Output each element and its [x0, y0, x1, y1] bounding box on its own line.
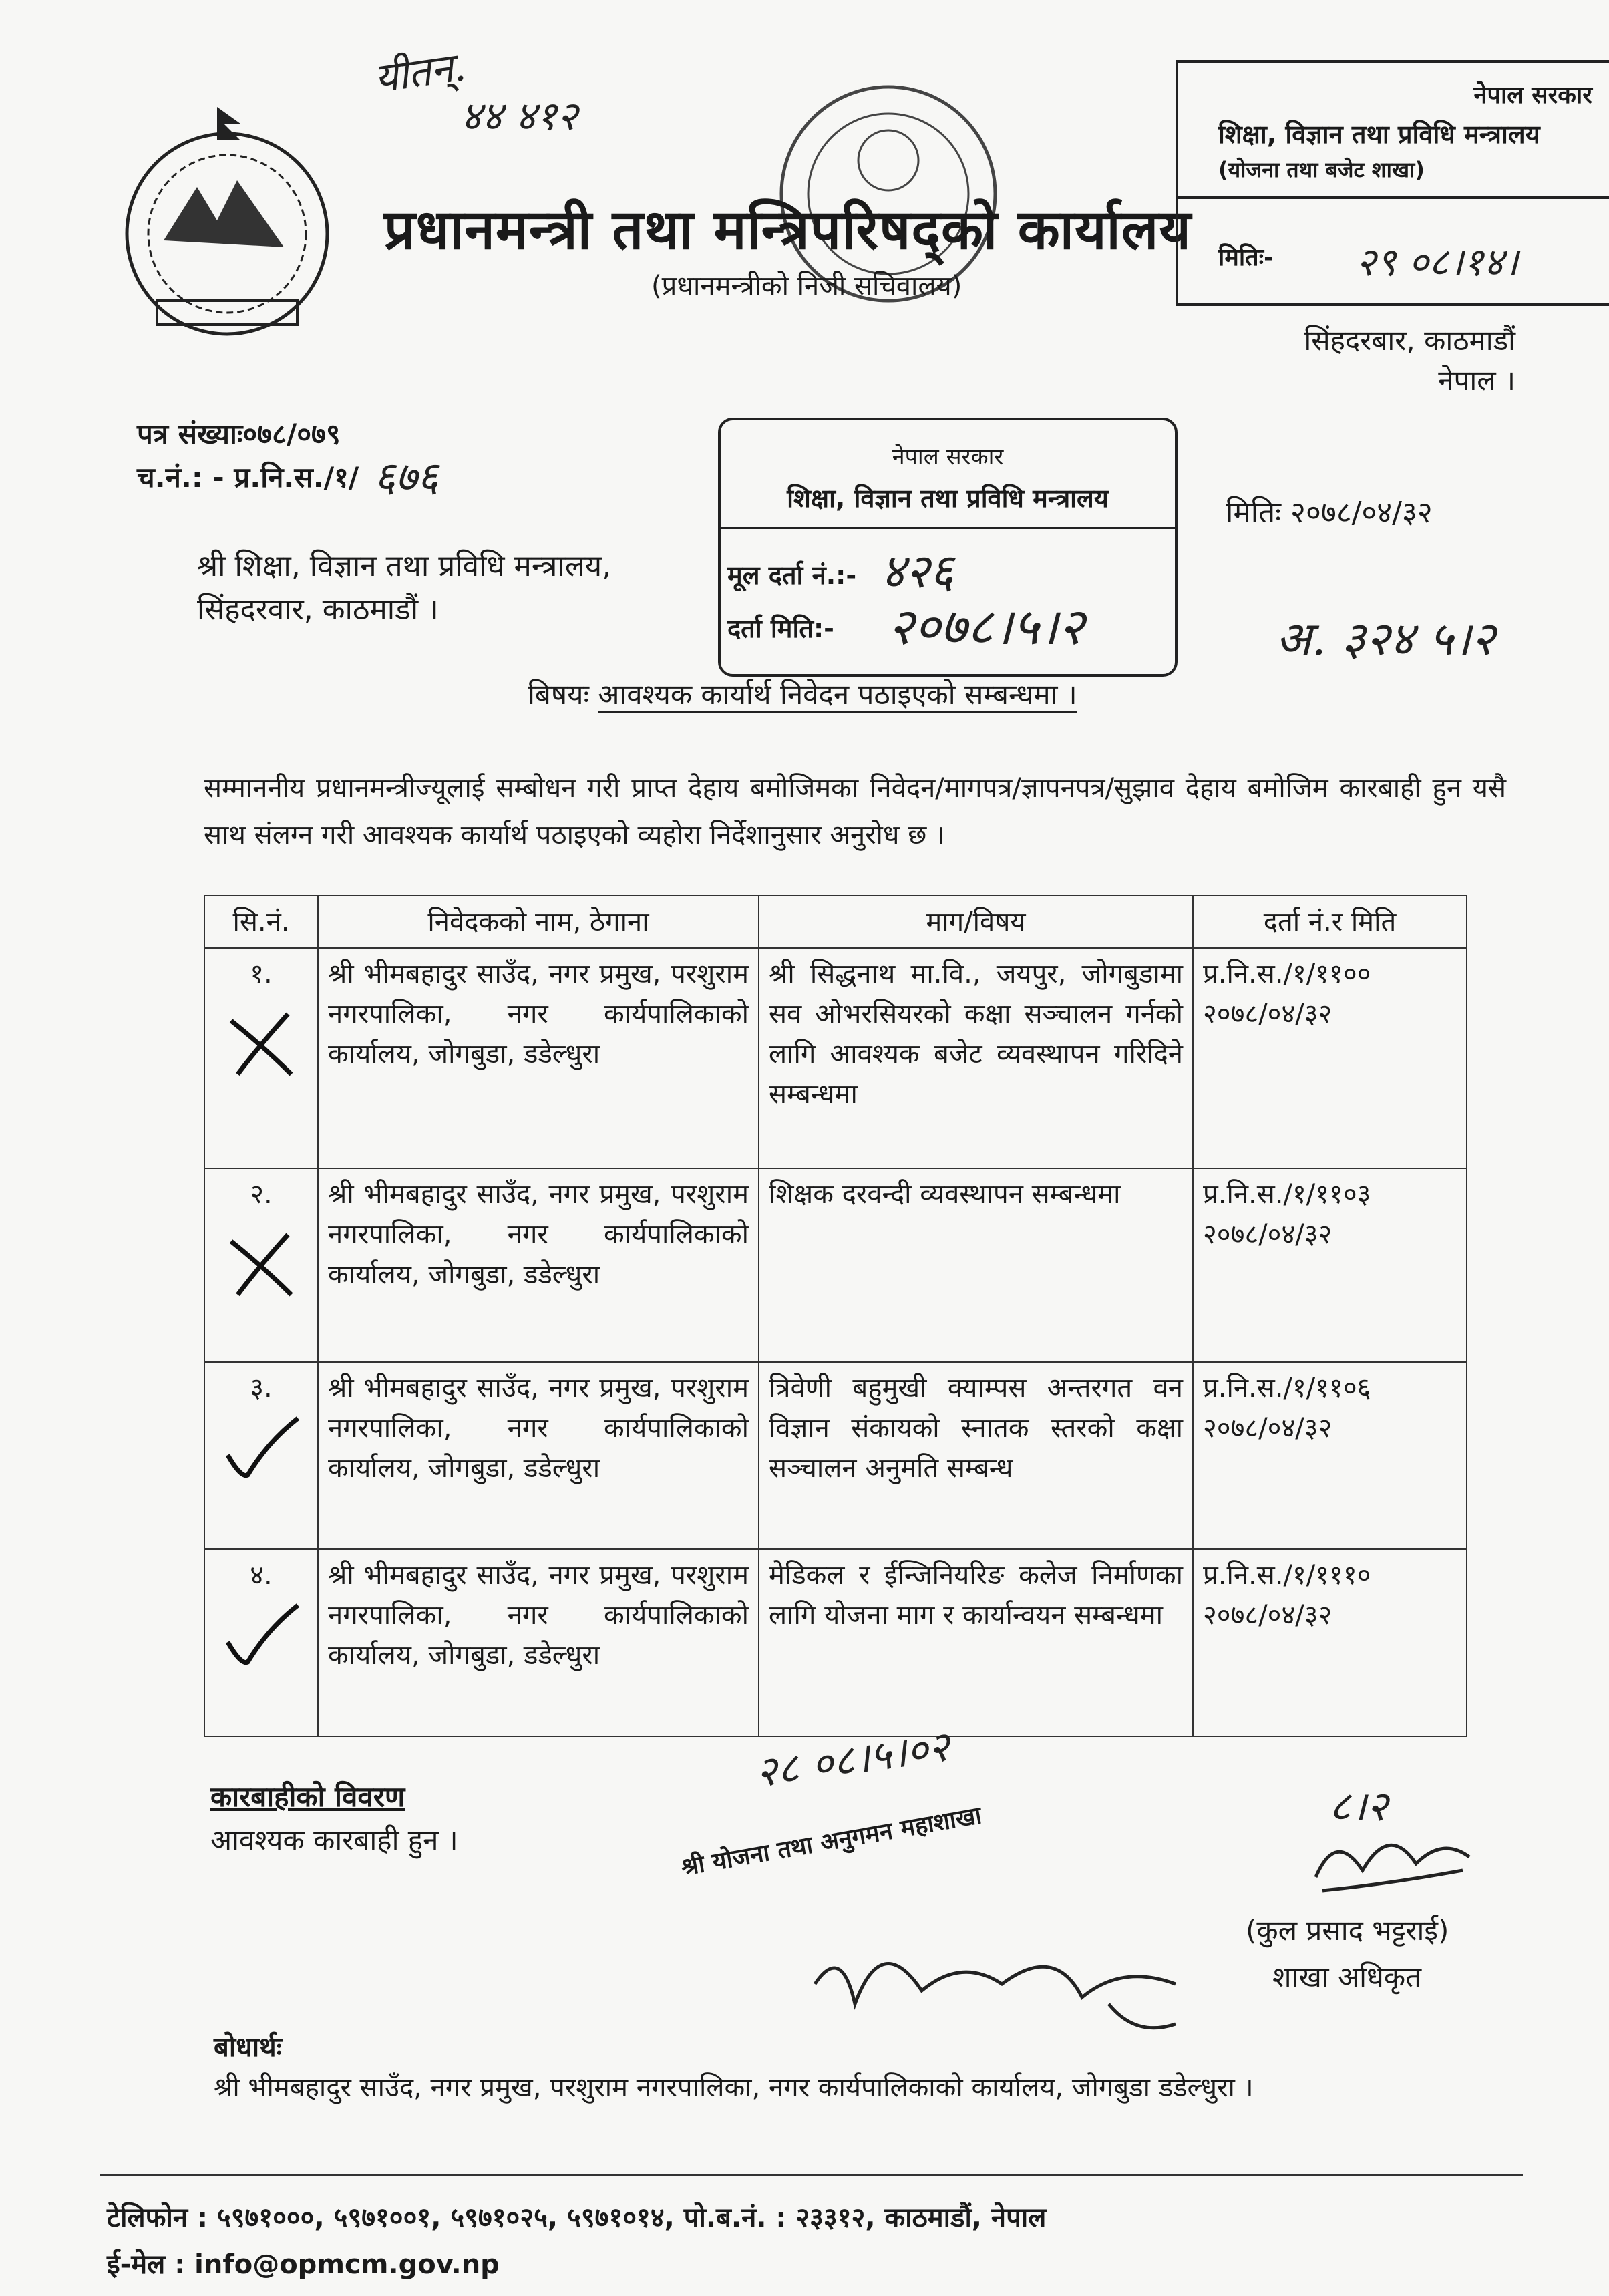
applicant-cell: श्री भीमबहादुर साउँद, नगर प्रमुख, परशुराम नगरपालिका, नगर कार्यपालिकाको कार्यालय, जोगबुडा, डडेल्धुरा [318, 1168, 759, 1362]
serial-number: २. [204, 1168, 318, 1362]
column-header: निवेदकको नाम, ठेगाना [318, 896, 759, 948]
reg-number: प्र.नि.स./१/११०३ [1203, 1179, 1371, 1210]
table-row [204, 948, 1467, 1168]
handwritten-reg-date: २०७८।५।२ [888, 597, 1085, 656]
serial-number: ३. [204, 1362, 318, 1549]
handwritten-note: ४४ ४१२ [461, 93, 578, 140]
check-mark-icon [221, 1415, 301, 1482]
office-subtitle: (प्रधानमन्त्रीको निजी सचिवालय) [651, 271, 962, 301]
handwritten-dispatch-number: ६७६ [374, 452, 439, 501]
applicant-cell: श्री भीमबहादुर साउँद, नगर प्रमुख, परशुराम नगरपालिका, नगर कार्यपालिकाको कार्यालय, जोगबुडा, डडेल्धुरा [318, 1549, 759, 1736]
footer-phone: टेलिफोन : ५९७१०००, ५९७१००१, ५९७१०२५, ५९७१०१४, पो.ब.नं. : २३३१२, काठमाडौं, नेपाल [107, 2202, 1047, 2233]
nepal-emblem-icon [117, 107, 337, 347]
reg-number: प्र.नि.स./१/११०६ [1203, 1373, 1371, 1404]
subject-label: बिषयः [528, 678, 589, 711]
handwritten-note: २९ ०८।१४। [1356, 239, 1519, 285]
stamp-line: नेपाल सरकार [892, 444, 1004, 470]
applicant-cell: श्री भीमबहादुर साउँद, नगर प्रमुख, परशुराम नगरपालिका, नगर कार्यपालिकाको कार्यालय, जोगबुडा, डडेल्धुरा [318, 1362, 759, 1549]
remarks-heading: कारबाहीको विवरण [210, 1780, 405, 1813]
table-row [204, 1549, 1467, 1736]
stamp-reg-label: मूल दर्ता नं.:- [727, 560, 857, 590]
registration-cell [1193, 1362, 1467, 1549]
reg-date: २०७८/०४/३२ [1203, 1413, 1332, 1444]
cross-mark-icon [224, 1228, 298, 1301]
stamp-line: (योजना तथा बजेट शाखा) [1218, 157, 1425, 182]
divider [721, 527, 1175, 529]
check-mark-icon [221, 1602, 301, 1669]
letter-body: सम्माननीय प्रधानमन्त्रीज्यूलाई सम्बोधन गरी प्राप्त देहाय बमोजिमका निवेदन/मागपत्र/ज्ञापनपत्र/सुझाव देहाय बमोजिम कारबाही हुन यसै साथ संलग्न गरी आवश्यक कार्यार्थ पठाइएको व्यहोरा निर्देशानुसार अनुरोध छ । [204, 773, 1506, 850]
column-header: दर्ता नं.र मिति [1193, 896, 1467, 948]
recipient-line: श्री शिक्षा, विज्ञान तथा प्रविधि मन्त्रालय, [197, 549, 612, 583]
handwritten-note: २८ ०८।५।०२ [752, 1721, 953, 1797]
subject-cell: श्री सिद्धनाथ मा.वि., जयपुर, जोगबुडामा सव ओभरसियरको कक्षा सञ्चालन गर्नको लागि आवश्यक बजेट व्यवस्थापन गरिदिने सम्बन्धमा [759, 948, 1193, 1168]
footer-email: ई-मेल : info@opmcm.gov.np [107, 2249, 500, 2280]
office-title: प्रधानमन्त्री तथा मन्त्रिपरिषद्को कार्यालय [384, 198, 1192, 262]
stamp-line: शिक्षा, विज्ञान तथा प्रविधि मन्त्रालय [787, 484, 1109, 513]
signatory-title: शाखा अधिकृत [1272, 1961, 1422, 1993]
remarks-body: आवश्यक कारबाही हुन । [210, 1824, 458, 1856]
handwritten-note: ८।२ [1329, 1782, 1388, 1830]
cc-body: श्री भीमबहादुर साउँद, नगर प्रमुख, परशुराम नगरपालिका, नगर कार्यपालिकाको कार्यालय, जोगबुडा डडेल्धुरा । [214, 2072, 1254, 2103]
letter-number: पत्र संख्याः०७८/०७९ [137, 418, 341, 450]
subject-cell: मेडिकल र ईन्जिनियरिङ कलेज निर्माणका लागि योजना माग र कार्यान्वयन सम्बन्धमा [759, 1549, 1193, 1736]
subject-cell: त्रिवेणी बहुमुखी क्याम्पस अन्तरगत वन विज्ञान संकायको स्नातक स्तरको कक्षा सञ्चालन अनुमति सम्बन्ध [759, 1362, 1193, 1549]
column-header: सि.नं. [204, 896, 318, 948]
subject-cell: शिक्षक दरवन्दी व्यवस्थापन सम्बन्धमा [759, 1168, 1193, 1362]
dispatch-number-label: च.नं.: - प्र.नि.स./१/ [137, 461, 359, 494]
recipient-line: सिंहदरवार, काठमाडौं । [197, 593, 439, 627]
office-location: सिंहदरबार, काठमाडौं [1304, 324, 1515, 357]
registration-cell [1193, 1549, 1467, 1736]
letter-date: मितिः २०७८/०४/३२ [1226, 496, 1433, 530]
petition-table [204, 895, 1467, 1737]
handwritten-signature [801, 1904, 1269, 2058]
reg-number: प्र.नि.स./१/१११० [1203, 1560, 1371, 1591]
reg-date: २०७८/०४/३२ [1203, 999, 1332, 1029]
reg-date: २०७८/०४/३२ [1203, 1600, 1332, 1631]
registration-cell [1193, 1168, 1467, 1362]
handwritten-note: अ. ३२४ ५।२ [1276, 611, 1495, 666]
handwritten-reg-number: ४२६ [881, 544, 954, 599]
table-row [204, 1362, 1467, 1549]
divider [1178, 196, 1609, 199]
column-header: माग/विषय [759, 896, 1193, 948]
cross-mark-icon [224, 1007, 298, 1081]
subject-line [528, 675, 1077, 713]
applicant-cell: श्री भीमबहादुर साउँद, नगर प्रमुख, परशुराम नगरपालिका, नगर कार्यपालिकाको कार्यालय, जोगबुडा, डडेल्धुरा [318, 948, 759, 1168]
registration-cell [1193, 948, 1467, 1168]
stamp-line: शिक्षा, विज्ञान तथा प्रविधि मन्त्रालय [1218, 120, 1540, 149]
stamp-date-label: मितिः- [1218, 244, 1274, 271]
signatory-name: (कुल प्रसाद भट्टराई) [1246, 1914, 1449, 1947]
cc-heading: बोधार्थः [214, 2032, 282, 2063]
registration-stamp [718, 418, 1178, 677]
subject-text: आवश्यक कार्यार्थ निवेदन पठाइएको सम्बन्धमा । [598, 678, 1077, 713]
reg-number: प्र.नि.स./१/११०० [1203, 959, 1371, 989]
stamp-line: नेपाल सरकार [1473, 81, 1592, 109]
office-country: नेपाल । [1438, 364, 1515, 397]
table-header-row [204, 896, 1467, 948]
handwritten-note: यीतन्. [371, 43, 469, 103]
section-stamp: श्री योजना तथा अनुगमन महाशाखा [679, 1802, 984, 1882]
serial-number: १. [204, 948, 318, 1168]
stamp-date-label: दर्ता मिति:- [727, 614, 834, 643]
table-row [204, 1168, 1467, 1362]
reg-date: २०७८/०४/३२ [1203, 1219, 1332, 1250]
serial-number: ४. [204, 1549, 318, 1736]
footer-divider [100, 2174, 1523, 2176]
